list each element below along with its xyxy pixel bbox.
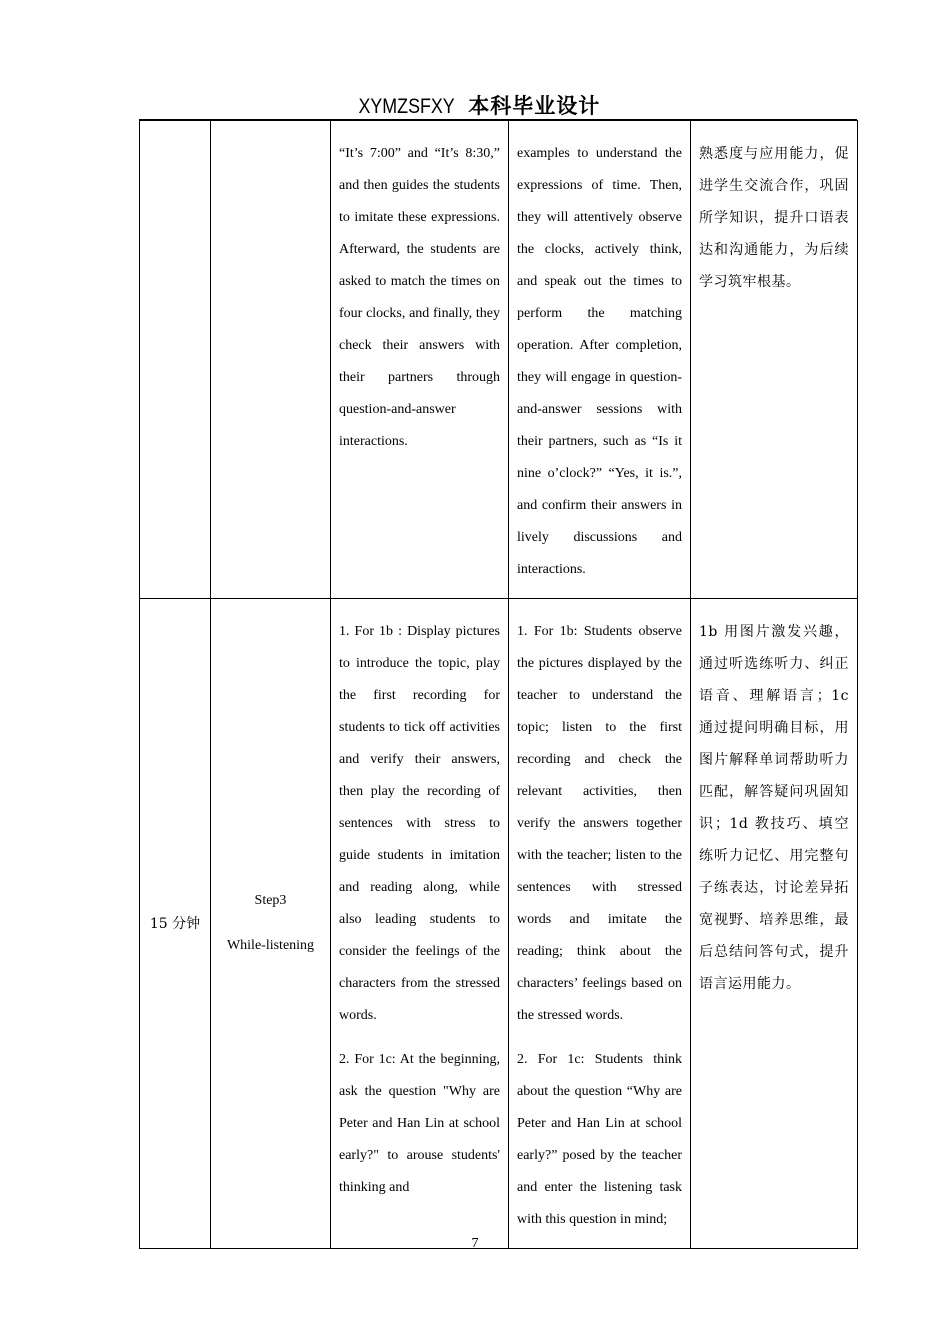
student-activity-text: 1. For 1b: Students observe the pictures displayed by the teacher to understand the topic; listen to the first recording and check the relevant activities, then verify the answers together with the teacher; listen to the sentences with stressed words and imitate the reading; think about the characters’ feelings based on the stressed words. xyxy=(517,624,682,1023)
student-activity-cell xyxy=(509,599,691,1249)
table-row xyxy=(140,599,858,1249)
purpose-cell: 1b 用图片激发兴趣，通过听选练听力、纠正语音、理解语言；1c 通过提问明确目标，用图片解释单词帮助听力匹配，解答疑问巩固知识；1d 教技巧、填空练听力记忆、用完整句子练表达，讨论差异拓宽视野、培养思维，最后总结问答句式，提升语言运用能力。 xyxy=(691,599,858,1249)
teacher-activity-cell xyxy=(331,120,509,599)
header-title: 本科毕业设计 xyxy=(468,94,601,118)
student-activity-text: examples to understand the expressions of time. Then, they will attentively observe the clocks, actively think, and speak out the times to perform the matching operation. After completion, they will engage in question-and-answer sessions with their partners, such as “Is it nine o’clock?” “Yes, it is.”, and confirm their answers in lively discussions and interactions. xyxy=(517,146,682,577)
header-school-code: XYMZSFXY xyxy=(358,95,455,118)
page-number: 7 xyxy=(471,1236,479,1251)
purpose-cell: 熟悉度与应用能力，促进学生交流合作，巩固所学知识，提升口语表达和沟通能力，为后续学习筑牢根基。 xyxy=(691,120,858,599)
student-activity-cell xyxy=(509,120,691,599)
step-label: Step3 xyxy=(254,893,287,908)
teacher-activity-cell xyxy=(331,599,509,1249)
teacher-activity-text: 1. For 1b : Display pictures to introduce the topic, play the first recording for students to tick off activities and verify their answers, then play the recording of sentences with stress to guide students in imitation and reading along, while also leading students to consider the feelings of the characters from the stressed words. xyxy=(339,624,500,1023)
page-header xyxy=(0,90,950,120)
table-row xyxy=(140,120,858,599)
student-activity-text: 2. For 1c: Students think about the question “Why are Peter and Han Lin at school early?” posed by the teacher and enter the listening task with this question in mind; xyxy=(517,1052,682,1227)
time-cell: 15 分钟 xyxy=(140,599,211,1249)
lesson-plan-table xyxy=(139,120,858,1249)
step-cell xyxy=(211,599,331,1249)
teacher-activity-text: “It’s 7:00” and “It’s 8:30,” and then guides the students to imitate these expressions. Afterward, the students are asked to match the times on four clocks, and finally, they check their answers with their partners through question-and-answer interactions. xyxy=(339,146,500,449)
teacher-activity-text: 2. For 1c: At the beginning, ask the question "Why are Peter and Han Lin at school early?" to arouse students' thinking and xyxy=(339,1052,500,1195)
step-cell xyxy=(211,120,331,599)
step-subtitle: While-listening xyxy=(226,938,315,953)
time-cell xyxy=(140,120,211,599)
